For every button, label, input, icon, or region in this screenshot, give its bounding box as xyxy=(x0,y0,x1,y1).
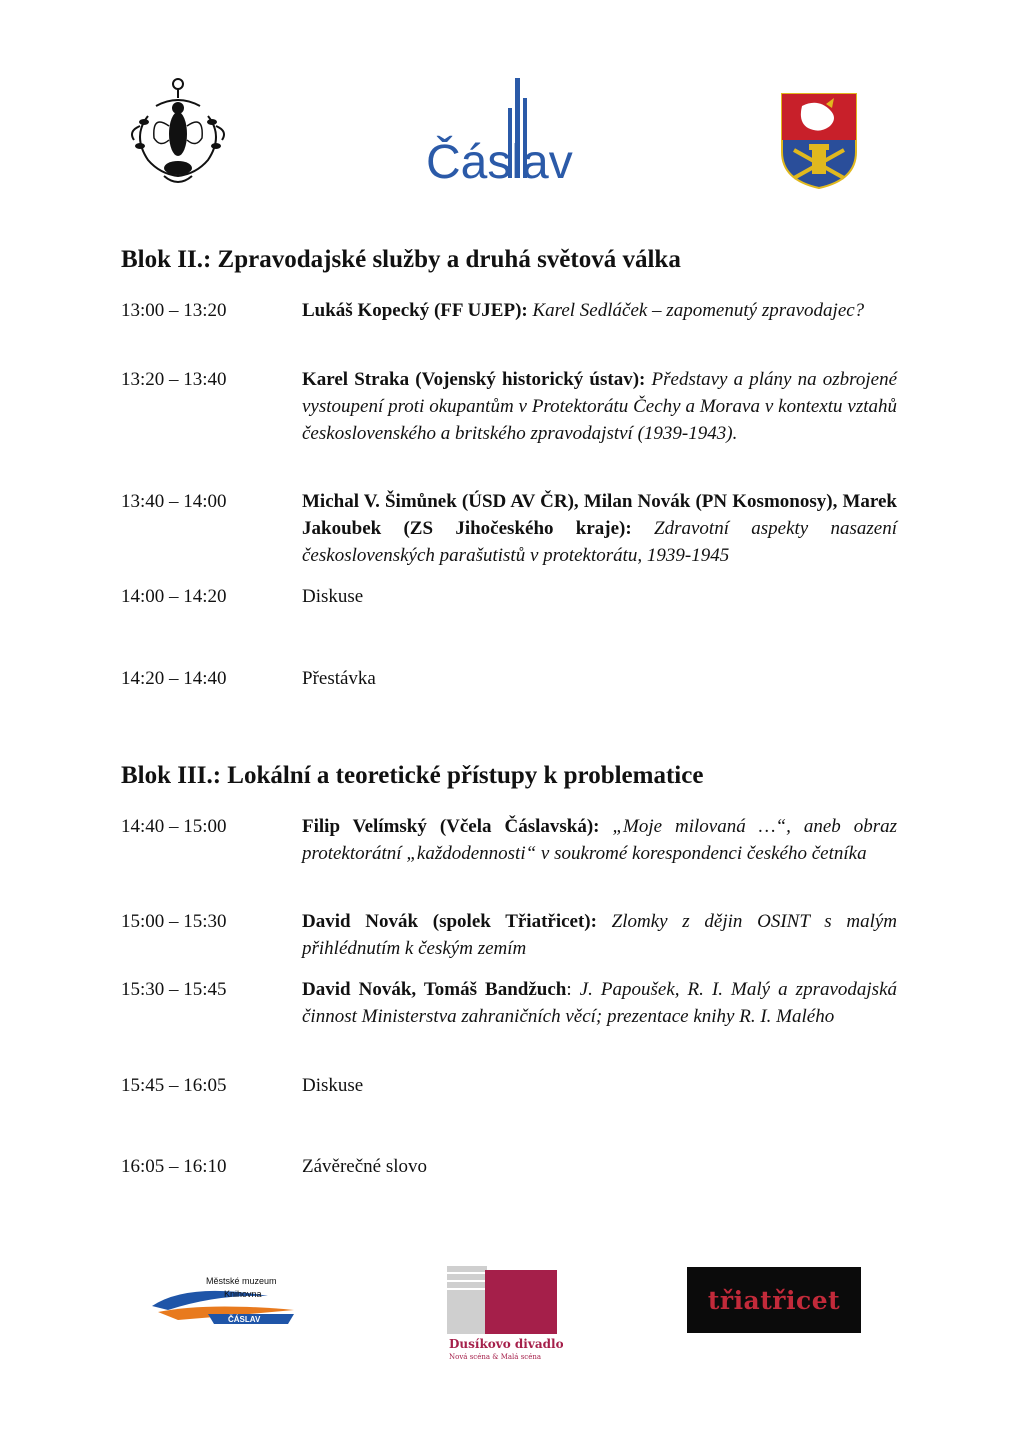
row-description xyxy=(302,366,897,447)
row-time: 13:00 – 13:20 xyxy=(121,300,227,321)
caslav-city-logo xyxy=(426,76,596,184)
row-description xyxy=(302,488,897,569)
logo-text-line: Knihovna xyxy=(224,1289,262,1299)
dusikovo-theatre-logo xyxy=(445,1264,563,1364)
talk-title: Zlomky z dějin OSINT s malým přihlédnutím k českým zemím xyxy=(302,911,897,959)
speaker: David Novák (spolek Třiatřicet): xyxy=(302,911,597,932)
row-time: 16:05 – 16:10 xyxy=(121,1156,227,1177)
row-time: 14:00 – 14:20 xyxy=(121,586,227,607)
speaker: Filip Velímský (Včela Čáslavská): xyxy=(302,816,600,837)
logo-text-line: Městské muzeum xyxy=(206,1276,277,1286)
ornament-emblem-logo xyxy=(126,76,230,190)
row-time: 15:45 – 16:05 xyxy=(121,1075,227,1096)
row-time: 14:20 – 14:40 xyxy=(121,668,227,689)
row-description xyxy=(302,908,897,962)
stage-block-icon xyxy=(447,1266,487,1334)
bee-emblem-icon xyxy=(126,76,230,190)
caslav-wordmark: Čáslav xyxy=(426,136,573,184)
row-description: Přestávka xyxy=(302,668,376,689)
logo-text-line: ČÁSLAV xyxy=(228,1315,261,1324)
speaker: Michal V. Šimůnek (ÚSD AV ČR), Milan Novák (PN Kosmonosy), Marek Jakoubek (ZS Jihočeského kraje): xyxy=(302,491,897,539)
row-time: 14:40 – 15:00 xyxy=(121,816,227,837)
dusikovo-title: Dusíkovo divadlo xyxy=(449,1337,563,1351)
speaker: David Novák, Tomáš Bandžuch xyxy=(302,979,567,1000)
museum-library-logo xyxy=(148,1272,298,1328)
talk-title: Zdravotní aspekty nasazení československých parašutistů v protektorátu, 1939-1945 xyxy=(302,518,898,566)
row-description xyxy=(302,297,897,324)
talk-title: Karel Sedláček – zapomenutý zpravodajec? xyxy=(532,300,865,321)
triatricet-wordmark: třiatřicet xyxy=(707,1285,841,1315)
block-3-title: Blok III.: Lokální a teoretické přístupy k problematice xyxy=(121,762,704,789)
speaker: Karel Straka (Vojenský historický ústav): xyxy=(302,369,646,390)
region-coat-of-arms-logo xyxy=(780,92,858,190)
row-description xyxy=(302,976,897,1030)
row-description xyxy=(302,813,897,867)
row-description: Diskuse xyxy=(302,586,364,607)
row-time: 13:20 – 13:40 xyxy=(121,369,227,390)
block-2-title: Blok II.: Zpravodajské služby a druhá světová válka xyxy=(121,246,681,273)
speaker: Lukáš Kopecký (FF UJEP): xyxy=(302,300,528,321)
speaker-separator: : xyxy=(566,979,572,1000)
row-time: 15:30 – 15:45 xyxy=(121,979,227,1000)
coat-of-arms-icon xyxy=(780,92,858,190)
talk-title: Představy a plány na ozbrojené vystoupení proti okupantům v Protektorátu Čechy a Morava v kontextu vztahů československého a britského zpravodajství (1939-1943). xyxy=(302,369,897,444)
stage-block-icon xyxy=(485,1270,557,1334)
row-description: Závěrečné slovo xyxy=(302,1156,428,1177)
talk-title: J. Papoušek, R. I. Malý a zpravodajská činnost Ministerstva zahraničních věcí; prezentace knihy R. I. Malého xyxy=(302,979,898,1027)
row-description: Diskuse xyxy=(302,1075,364,1096)
triatricet-logo xyxy=(687,1267,861,1333)
dusikovo-subtitle: Nová scéna & Malá scéna xyxy=(449,1353,542,1361)
talk-title: „Moje milovaná …“, aneb obraz protektorátní „každodennosti“ v soukromé korespondenci českého četníka xyxy=(302,816,897,864)
row-time: 13:40 – 14:00 xyxy=(121,491,227,512)
row-time: 15:00 – 15:30 xyxy=(121,911,227,932)
